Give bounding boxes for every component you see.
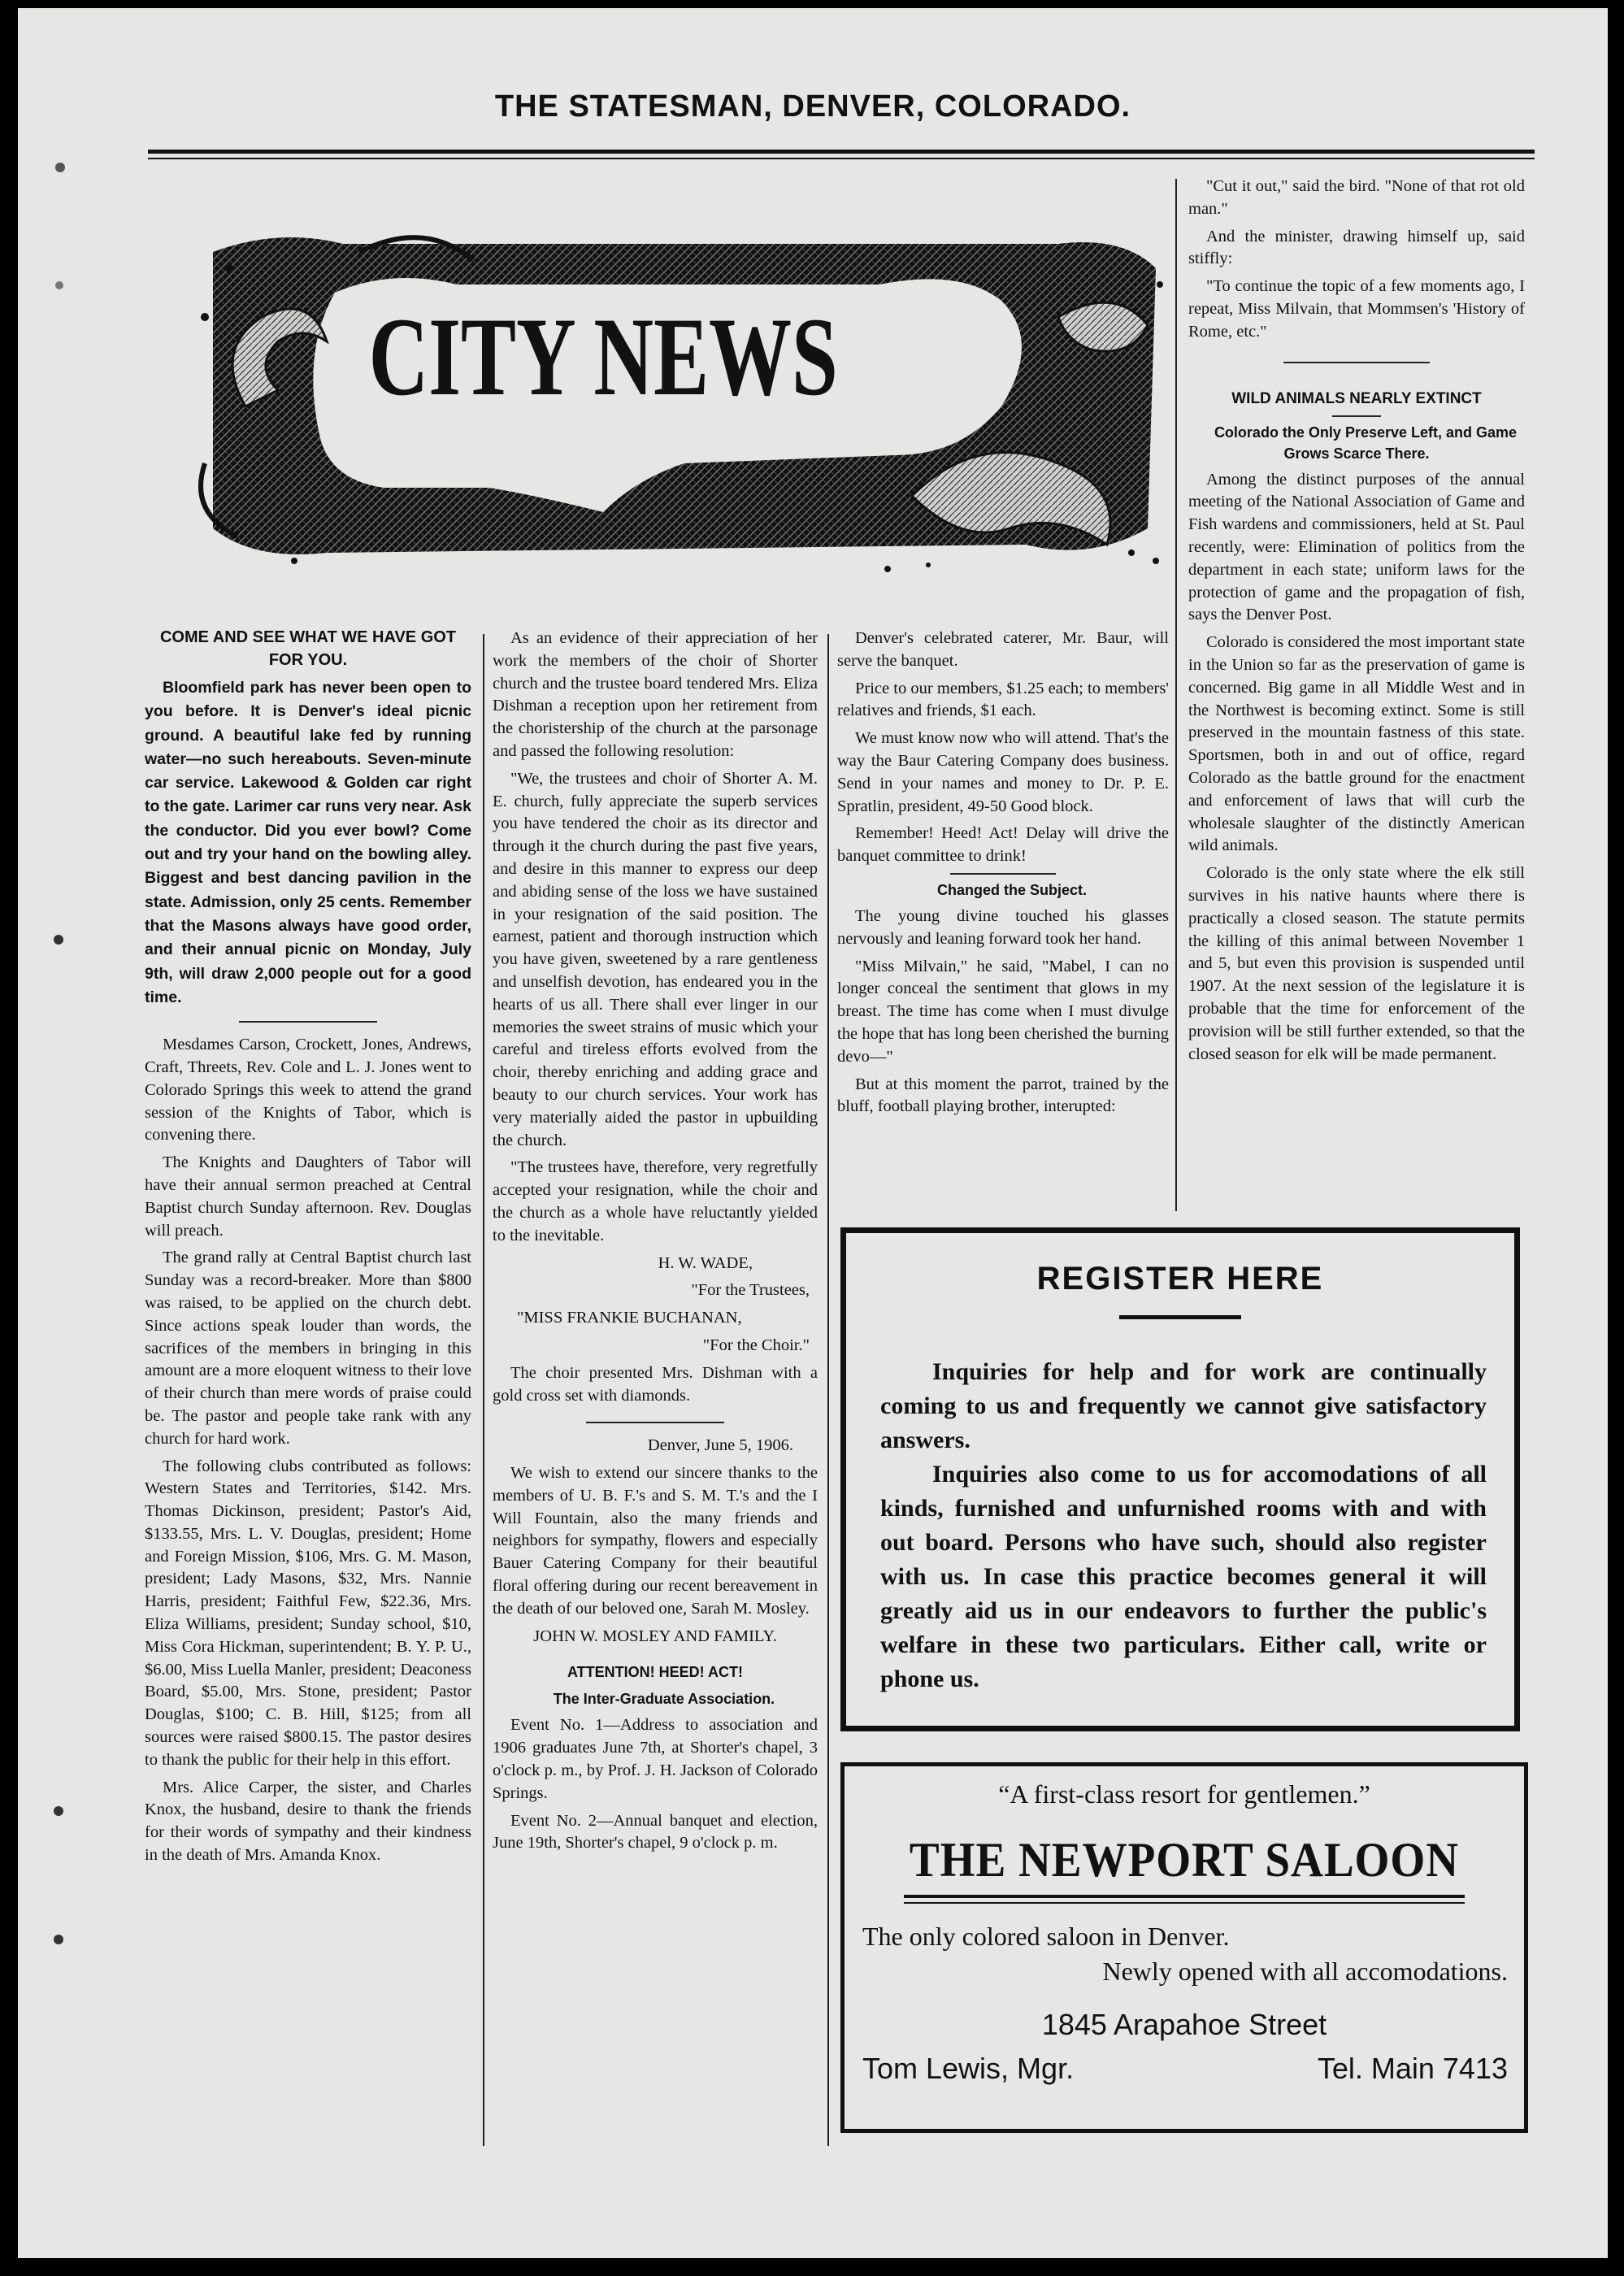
banquet-price: Price to our members, $1.25 each; to members' relatives and friends, $1 each. bbox=[837, 679, 1169, 720]
headline-wild-animals: WILD ANIMALS NEARLY EXTINCT bbox=[1231, 389, 1482, 407]
register-paragraph-2: Inquiries also come to us for accomodations of all kinds, furnished and unfurnished rooms with and with out board. Persons who have such, should also register with us. In case this practice becomes general it will greatly aid us in our endeavors to further the public's welfare in these two particulars. Either call, write or phone us. bbox=[880, 1461, 1487, 1692]
banner-title: CITY NEWS bbox=[368, 295, 838, 419]
headline-come-and-see: COME AND SEE WHAT WE HAVE GOT FOR YOU. bbox=[159, 628, 457, 669]
column-rule bbox=[1175, 179, 1177, 1211]
subhead-colorado-preserve: Colorado the Only Preserve Left, and Game Grows Scarce There. bbox=[1214, 423, 1518, 462]
divider bbox=[1283, 362, 1430, 363]
saloon-manager: Tom Lewis, Mgr. bbox=[862, 2052, 1075, 2085]
register-paragraph-1: Inquiries for help and for work are continually coming to us and frequently we cannot give satisfactory answers. bbox=[880, 1358, 1487, 1453]
register-here-box bbox=[840, 1227, 1520, 1731]
article-card-of-thanks-knox: Mrs. Alice Carper, the sister, and Charles Knox, the husband, desire to thank the friends for their words of sympathy and their kindness in the death of Mrs. Amanda Knox. bbox=[145, 1778, 471, 1865]
article-knights-session: Mesdames Carson, Crockett, Jones, Andrews, Craft, Threets, Rev. Cole and L. J. Jones went to Colorado Springs this week to attend the grand session of the Knights of Tabor, which is convening there. bbox=[145, 1036, 471, 1145]
bloomfield-park-ad: Bloomfield park has never been open to you before. It is Denver's ideal picnic ground. A beautiful lake fed by running water—no such hereabouts. Seven-minute car service. Lakewood & Golden car right to the gate. Larimer car runs very near. Ask the conductor. Did you ever bowl? Come out and try your hand on the bowling alley. Biggest and best dancing pavilion in the state. Admission, only 25 cents. Remember that the Masons always have good order, and their annual picnic on Monday, July 9th, will draw 2,000 people out for a good time. bbox=[145, 679, 471, 1006]
saloon-tagline: “A first-class resort for gentlemen.” bbox=[998, 1779, 1370, 1809]
story-mommsen: "To continue the topic of a few moments ago, I repeat, Miss Milvain, that Mommsen's 'History of Rome, etc." bbox=[1188, 277, 1525, 341]
divider bbox=[239, 1021, 377, 1023]
article-gold-cross: The choir presented Mrs. Dishman with a gold cross set with diamonds. bbox=[493, 1363, 818, 1405]
signature-trustees: "For the Trustees, bbox=[691, 1281, 810, 1300]
article-grand-rally: The grand rally at Central Baptist church last Sunday was a record-breaker. More than $800 was raised, to be applied on the church debt. Since actions speak louder than words, the sacrifices of the members in bringing in this amount are a more eloquent witness to their love of their church than mere words of praise could be. The pastor and people take rank with any church for hard work. bbox=[145, 1249, 471, 1448]
column-rule bbox=[827, 634, 829, 2146]
article-elk: Colorado is the only state where the elk still survives in his native haunts where there is practically a closed season. The statute permits the killing of this animal between November 1 and 5, but even this provision is suspended until 1907. At the next session of the legislature it is probable that the time for enforcement of the provision will be still further extended, so that the closed season for elk will be made permanent. bbox=[1188, 864, 1525, 1063]
binder-hole bbox=[54, 935, 63, 945]
masthead: THE STATESMAN, DENVER, COLORADO. bbox=[494, 89, 1131, 124]
event-2: Event No. 2—Annual banquet and election, June 19th, Shorter's chapel, 9 o'clock p. m. bbox=[493, 1811, 818, 1853]
newport-saloon-ad bbox=[840, 1762, 1528, 2133]
event-1: Event No. 1—Address to association and 1906 graduates June 7th, at Shorter's chapel, 3 o'clock p. m., by Prof. J. H. Jackson of Colorado Springs. bbox=[493, 1716, 818, 1802]
divider bbox=[950, 873, 1056, 875]
card-of-thanks-mosley: We wish to extend our sincere thanks to the members of U. B. F.'s and S. M. T.'s and the I Will Fountain, also the many friends and neighbors for sympathy, flowers and especially Bauer Catering Company for their beautiful floral offering during our recent bereavement in the death of our beloved one, Sarah M. Mosley. bbox=[493, 1464, 818, 1618]
masthead-rule-bottom bbox=[148, 158, 1535, 159]
saloon-rule bbox=[904, 1902, 1465, 1904]
article-club-contributions: The following clubs contributed as follows: Western States and Territories, $142. Mrs. Thomas Dickinson, president; Pastor's Aid, $133.55, Mrs. L. V. Douglas, president; Home and Foreign Mission, $106, Mrs. G. M. Mason, president; Lady Masons, $32, Mrs. Nannie Harris, president; Faithful Few, $22.36, Mrs. Eliza Williams, president; Sunday school, $10, Miss Cora Hickman, superintendent; B. Y. P. U., $6.00, Miss Luella Manler, president; Deaconess Board, $5.00, Mrs. Stone, president; Pastor Douglas, $100; C. B. Hill, $125; from all sources were raised $800.15. The pastor desires to thank the public for their help in this effort. bbox=[145, 1457, 471, 1769]
headline-attention: ATTENTION! HEED! ACT! bbox=[567, 1664, 743, 1681]
subhead-changed-subject: Changed the Subject. bbox=[936, 881, 1088, 898]
column-2 bbox=[493, 628, 818, 1860]
article-dishman-reception: As an evidence of their appreciation of her work the members of the choir of Shorter church and the trustee board tendered Mrs. Eliza Dishman a reception upon her retirement from the choristership of the church at the parsonage and passed the following resolution: bbox=[493, 629, 818, 760]
register-title: REGISTER HERE bbox=[1036, 1261, 1324, 1297]
divider bbox=[586, 1422, 724, 1423]
signature-mosley-family: JOHN W. MOSLEY AND FAMILY. bbox=[533, 1627, 777, 1645]
banquet-attend: We must know now who will attend. That's the way the Baur Catering Company does business. Send in your names and money to Dr. P. E. Spratlin, president, 49-50 Good block. bbox=[837, 729, 1169, 815]
masthead-rule-top bbox=[148, 150, 1535, 154]
signature-buchanan: "MISS FRANKIE BUCHANAN, bbox=[517, 1309, 742, 1327]
resolution-text: "We, the trustees and choir of Shorter A. M. E. church, fully appreciate the superb services you have tendered the choir as its director and through it the church during the past five years, and desire in this manner to express our deep and abiding sense of the loss we have sustained in your resignation of the said position. The earnest, patient and thorough instruction which you have given, sweetened by a rare gentleness and unselfish devotion, has endeared you in the hearts of us all. There shall ever linger in our memories the sweet strains of music which your careful and tireless efforts evolved from the choir, thereby enriching and adding grace and beauty to our church services. Your work has very materially aided the pastor in upbuilding the church. bbox=[493, 769, 818, 1149]
saloon-line-2: Newly opened with all accomodations. bbox=[1102, 1957, 1508, 1986]
column-4 bbox=[1188, 176, 1525, 1071]
story-minister: And the minister, drawing himself up, said stiffly: bbox=[1188, 227, 1525, 268]
saloon-line-1: The only colored saloon in Denver. bbox=[862, 1922, 1230, 1951]
city-news-banner bbox=[180, 219, 1175, 577]
column-rule bbox=[483, 634, 484, 2146]
binder-hole bbox=[54, 1806, 63, 1816]
story-parrot: But at this moment the parrot, trained by the bluff, football playing brother, interupted: bbox=[837, 1075, 1169, 1116]
binder-hole bbox=[54, 1935, 63, 1944]
saloon-name: THE NEWPORT SALOON bbox=[909, 1833, 1460, 1887]
newspaper-page bbox=[18, 8, 1608, 2258]
signature-wade: H. W. WADE, bbox=[658, 1253, 753, 1272]
dateline: Denver, June 5, 1906. bbox=[647, 1436, 793, 1455]
article-colorado-game: Colorado is considered the most important state in the Union so far as the preservation of game is concerned. Big game in all Middle West and in the Northwest is becoming extinct. Some is still preserved in the mountain fastness of this state. Sportsmen, both in and out of office, regard Colorado as the battle ground for the enactment and enforcement of laws that will curb the wholesale slaughter of the distinctly American wild animals. bbox=[1188, 633, 1525, 855]
column-1 bbox=[145, 626, 471, 1872]
divider bbox=[1332, 415, 1381, 417]
saloon-rule bbox=[904, 1895, 1465, 1898]
binder-hole bbox=[55, 281, 63, 289]
article-game-wardens: Among the distinct purposes of the annual meeting of the National Association of Game and Fish wardens and commissioners, held at St. Paul recently, were: Elimination of politics from the department in each state; uniform laws for the protection of game and the propagation of fish, says the Denver Post. bbox=[1188, 470, 1525, 624]
binder-hole bbox=[55, 163, 65, 172]
signature-choir: "For the Choir." bbox=[702, 1336, 810, 1354]
banquet-caterer: Denver's celebrated caterer, Mr. Baur, will serve the banquet. bbox=[837, 629, 1169, 670]
column-3 bbox=[837, 628, 1169, 1123]
subhead-inter-graduate: The Inter-Graduate Association. bbox=[553, 1691, 775, 1708]
banquet-remember: Remember! Heed! Act! Delay will drive the banquet committee to drink! bbox=[837, 824, 1169, 866]
resolution-conclusion: "The trustees have, therefore, very regretfully accepted your resignation, while the choir and the church as a whole have reluctantly yielded to the inevitable. bbox=[493, 1158, 818, 1244]
article-knights-sermon: The Knights and Daughters of Tabor will have their annual sermon preached at Central Baptist church Sunday afternoon. Rev. Douglas will preach. bbox=[145, 1153, 471, 1240]
story-proposal: "Miss Milvain," he said, "Mabel, I can no longer conceal the sentiment that glows in my breast. The time has come when I must divulge the hope that has long been cherished the burning devo—" bbox=[837, 957, 1169, 1066]
saloon-telephone: Tel. Main 7413 bbox=[1317, 2052, 1508, 2085]
divider bbox=[1119, 1315, 1241, 1319]
story-cut-it-out: "Cut it out," said the bird. "None of that rot old man." bbox=[1188, 177, 1525, 218]
story-divine: The young divine touched his glasses nervously and leaning forward took her hand. bbox=[837, 906, 1169, 948]
saloon-address: 1845 Arapahoe Street bbox=[1041, 2008, 1327, 2041]
